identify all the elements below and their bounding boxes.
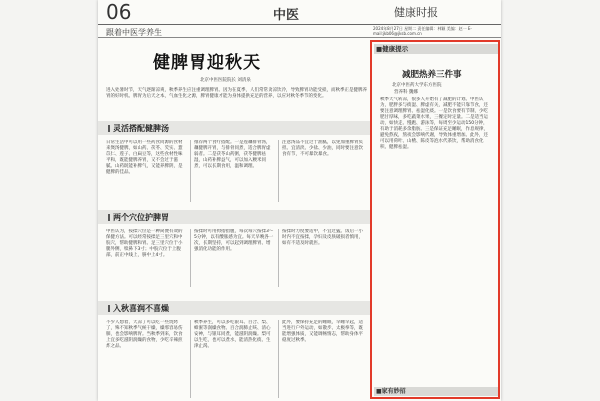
- article-column: 注意汤品不宜过于油腻，以免加重脾胃负担。宜清淡、少盐、少油，同时要注意饮食有节，不可暴饮暴食。: [282, 140, 363, 157]
- article-column: 推荐两个食疗搭配。一是莲藕排骨汤，藕健脾开胃，与排骨同煮，适合脾胃虚弱者。二是茯苓山药粥，茯苓健脾祛湿，山药补脾益气，可以加入粳米同煮，可以长期食用，温和调理。: [194, 140, 271, 169]
- article-column: 日常生活中可以用一些药食同源的食材来煲汤健脾，如山药、茯苓、芡实、薏苡仁、莲子、白扁豆等，这些食材性味平和，既能健脾养胃，又不会过于滋腻。山药既能补脾气，又能养脾阴，是健脾的佳品。: [106, 140, 183, 175]
- article-headline: 健脾胃迎秋天: [153, 53, 261, 73]
- article-column: 不少人想着，天凉了可以吃一些烧烤了，殊不知秋季气候干燥，燥邪容易伤肺，也会影响脾胃。当秋季到来，饮食上宜多吃滋阴润燥的食物，少吃辛辣煎炸之品。: [106, 320, 183, 349]
- header-divider: [98, 37, 501, 38]
- sidebar-footer: ■家有妙招: [374, 387, 498, 396]
- sidebar-institution: 北京中医药大学东方医院: [392, 83, 442, 88]
- column-divider: [190, 229, 191, 287]
- page-number: 06: [106, 0, 132, 24]
- masthead-logo: 健康时报: [394, 6, 438, 19]
- article-column: 此外，要保持充足的睡眠，早睡早起，适当进行户外运动，如散步、太极拳等，既能增强体质，又能调畅情志，帮助身体平稳度过秋季。: [282, 320, 363, 343]
- column-divider: [278, 320, 279, 398]
- column-divider: [278, 140, 279, 202]
- sidebar-header: ■健康提示: [374, 44, 498, 54]
- dateline: 2024年8月27日 星期二 责任编辑：林颖 美编：赵一 E-mail:jkb06@jksb.com.cn: [373, 26, 472, 36]
- sidebar-body: 秋季天气转凉，很多人开始有了减肥的计划。中医认为，肥胖多与痰湿、脾虚有关，减肥不能只靠节食，还要注意调理脾胃、祛湿化痰。一是饮食要有节制，少吃肥甘厚味，多吃蔬菜水果，三餐定时定量。二是适当运动，如快走、慢跑、游泳等，每周至少运动150分钟，有助于消耗多余脂肪。三是保证充足睡眠，作息规律，避免熬夜，熬夜会影响代谢，导致体重增加。此外，还可以用荷叶、山楂、陈皮等泡水代茶饮，帮助消食化积、健脾祛湿。: [380, 97, 488, 150]
- column-divider: [190, 140, 191, 202]
- article-column: 中医认为，按揉穴位是一种简便有效的保健方法。可以经常按揉足三里穴和中脘穴，帮助健脾和胃。足三里穴位于小腿外侧，犊鼻下3寸；中脘穴位于上腹部，前正中线上，脐中上4寸。: [106, 229, 183, 258]
- sidebar-author: 营养科 魏娜: [394, 90, 418, 95]
- article-column: 秋季养生，可以多吃银耳、百合、梨、蜂蜜等润燥食物。百合润肺止咳、清心安神，与银耳同煮，能滋阴润燥。梨可以生吃，也可以煮水，能清热化痰、生津止渴。: [194, 320, 271, 349]
- page-header: [98, 0, 501, 25]
- section-name: 中医: [273, 8, 300, 23]
- article-byline: 北京中医医院院长 刘清泉: [200, 78, 251, 83]
- health-tips-sidebar: [370, 40, 500, 399]
- article-lead: 进入处暑时节，天气逐渐凉爽，秋季养生应注重调理脾胃。因为在夏季，人们常常贪凉饮冷，导致脾胃功能受损，而秋季正是健脾养胃的好时机。脾胃为后天之本，气血生化之源，脾胃健康才能为身体提供充足的营养，以应对秋冬季节的变化。: [106, 88, 367, 99]
- column-divider: [190, 320, 191, 398]
- section-title: 两个穴位护脾胃: [106, 212, 169, 223]
- article-column: 按揉时力度要适中，不宜过猛。饭后一小时内不宜按揉，孕妇及皮肤破损者慎用，如有不适及时就医。: [282, 229, 363, 246]
- sidebar-title: 减肥热养三件事: [402, 70, 462, 80]
- section-title: 入秋喜润不喜燥: [106, 303, 169, 314]
- newspaper-page: [98, 0, 501, 401]
- section-title: 灵活搭配健脾汤: [106, 123, 169, 134]
- column-divider: [278, 229, 279, 287]
- article-column: 按揉时可用拇指指腹，每次每穴按揉3～5分钟，以有酸胀感为宜。每天早晚各一次，长期坚持，可以起到调理脾胃、增强消化功能的作用。: [194, 229, 274, 252]
- column-name: 跟着中医学养生: [106, 28, 162, 37]
